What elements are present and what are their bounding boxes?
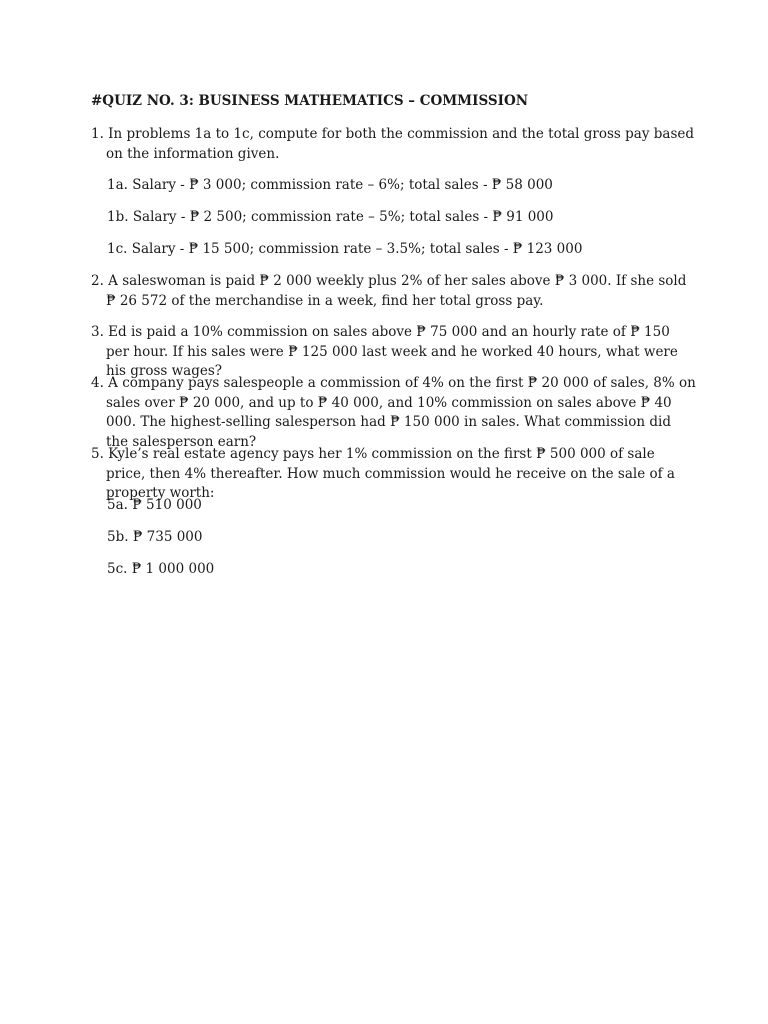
question-4 <box>91 374 696 452</box>
question-text: Kyle’s real estate agency pays her 1% commission on the first ₱ 500 000 of sale price, then 4% thereafter. How much commission would he receive on the sale of a property worth: <box>106 446 675 501</box>
question-text: A saleswoman is paid ₱ 2 000 weekly plus 2% of her sales above ₱ 3 000. If she sold ₱ 26 572 of the merchandise in a week, find her total gross pay. <box>106 273 687 309</box>
question-1 <box>91 125 696 164</box>
question-text: Ed is paid a 10% commission on sales above ₱ 75 000 and an hourly rate of ₱ 150 per hour. If his sales were ₱ 125 000 last week and he worked 40 hours, what were his gross wages? <box>106 324 678 379</box>
question-5c: 5c. ₱ 1 000 000 <box>107 561 215 577</box>
question-number: 2. <box>91 273 109 289</box>
question-1b: 1b. Salary - ₱ 2 500; commission rate – 5%; total sales - ₱ 91 000 <box>107 209 554 225</box>
question-5b: 5b. ₱ 735 000 <box>107 529 203 545</box>
question-number: 3. <box>91 324 109 340</box>
question-number: 1. <box>91 126 109 142</box>
question-2 <box>91 272 696 311</box>
question-3 <box>91 323 696 382</box>
question-1a: 1a. Salary - ₱ 3 000; commission rate – 6%; total sales - ₱ 58 000 <box>107 177 553 193</box>
question-5 <box>91 445 696 504</box>
question-number: 5. <box>91 446 109 462</box>
question-text: A company pays salespeople a commission of 4% on the first ₱ 20 000 of sales, 8% on sales over ₱ 20 000, and up to ₱ 40 000, and 10% commission on sales above ₱ 40 000. The highest-selling salesperson had ₱ 150 000 in sales. What commission did the salesperson earn? <box>106 375 696 450</box>
question-1c: 1c. Salary - ₱ 15 500; commission rate – 3.5%; total sales - ₱ 123 000 <box>107 241 583 257</box>
question-5a: 5a. ₱ 510 000 <box>107 497 202 513</box>
question-number: 4. <box>91 375 109 391</box>
quiz-title: #QUIZ NO. 3: BUSINESS MATHEMATICS – COMMISSION <box>91 93 529 109</box>
question-text: In problems 1a to 1c, compute for both the commission and the total gross pay based on the information given. <box>106 126 695 162</box>
